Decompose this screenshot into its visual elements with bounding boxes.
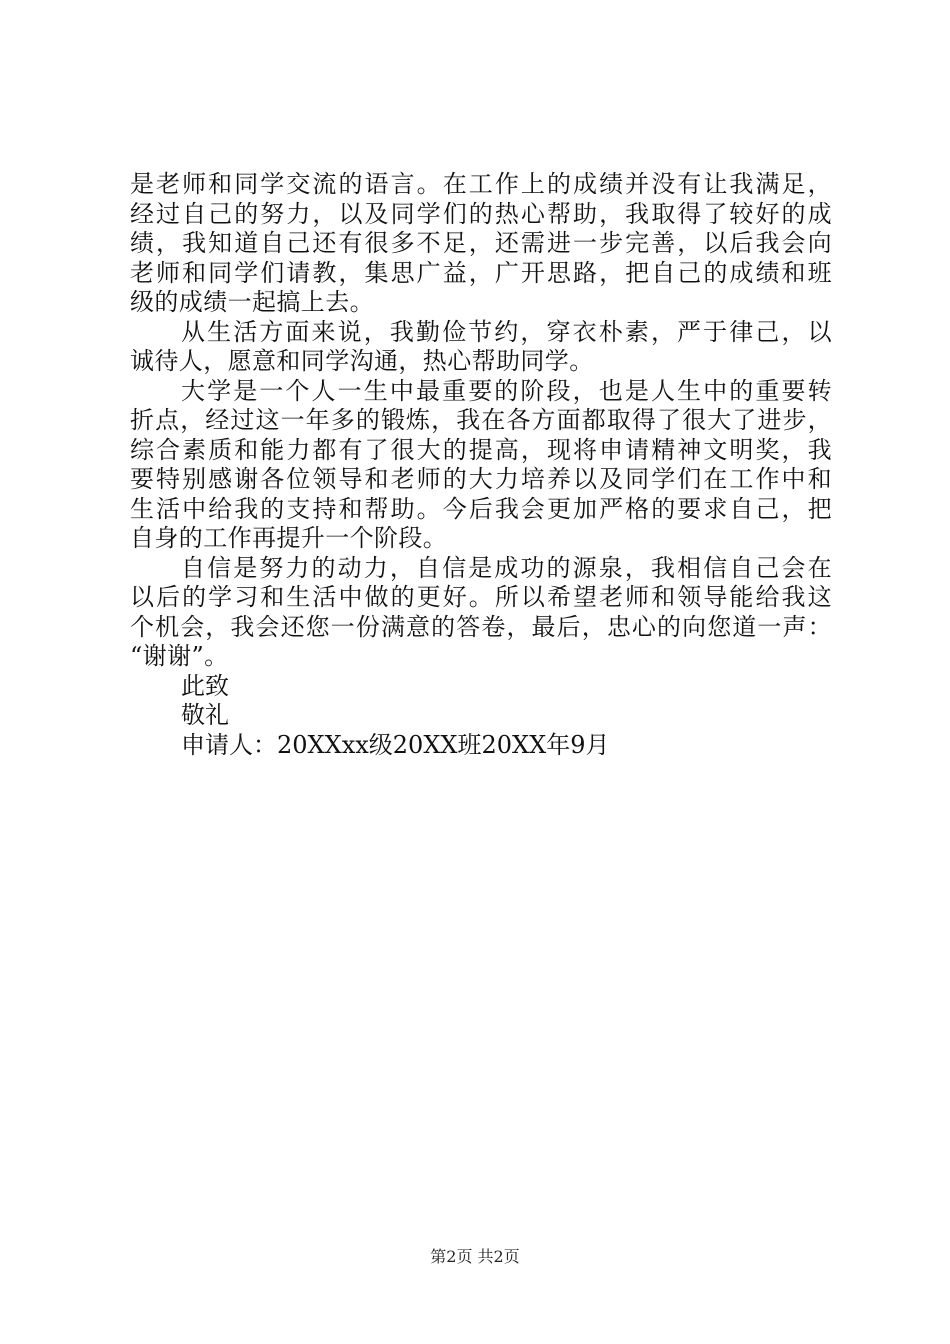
- text-line: 折点，经过这一年多的锻炼，我在各方面都取得了很大了进步，: [130, 406, 832, 434]
- paragraph: [130, 554, 832, 672]
- closing-salutation: 此致: [181, 671, 229, 700]
- text-line: 诚待人，愿意和同学沟通，热心帮助同学。: [130, 347, 594, 375]
- text-line: 老师和同学们请教，集思广益，广开思路，把自己的成绩和班: [130, 258, 832, 287]
- text-line: 是老师和同学交流的语言。在工作上的成绩并没有让我满足，: [130, 170, 832, 198]
- paragraph: [130, 318, 832, 377]
- paragraph: [130, 170, 832, 318]
- text-line: 生活中给我的支持和帮助。今后我会更加严格的要求自己，把: [130, 494, 832, 523]
- text-line: 自身的工作再提升一个阶段。: [130, 524, 448, 552]
- text-line: 自信是努力的动力，自信是成功的源泉，我相信自己会在: [181, 553, 832, 582]
- text-line: 个机会，我会还您一份满意的答卷，最后，忠心的向您道一声：: [130, 612, 832, 641]
- page-number: 第2页 共2页: [430, 1247, 520, 1266]
- closing-block: [130, 672, 832, 761]
- text-line: 要特别感谢各位领导和老师的大力培养以及同学们在工作中和: [130, 465, 832, 493]
- paragraph: [130, 377, 832, 554]
- text-line: 以后的学习和生活中做的更好。所以希望老师和领导能给我这: [130, 583, 832, 611]
- text-line: 从生活方面来说，我勤俭节约，穿衣朴素，严于律己，以: [181, 317, 832, 346]
- applicant-signature: 申请人：20XXxx级20XX班20XX年9月: [181, 730, 610, 759]
- closing-regards: 敬礼: [181, 701, 229, 729]
- document-body: [130, 170, 832, 760]
- text-line: 大学是一个人一生中最重要的阶段，也是人生中的重要转: [181, 376, 832, 405]
- text-line: 级的成绩一起搞上去。: [130, 288, 374, 316]
- text-line: 绩，我知道自己还有很多不足，还需进一步完善，以后我会向: [130, 229, 832, 257]
- text-line: 综合素质和能力都有了很大的提高，现将申请精神文明奖，我: [130, 435, 832, 464]
- text-line: 经过自己的努力，以及同学们的热心帮助，我取得了较好的成: [130, 199, 832, 228]
- text-line: “谢谢”。: [130, 642, 229, 670]
